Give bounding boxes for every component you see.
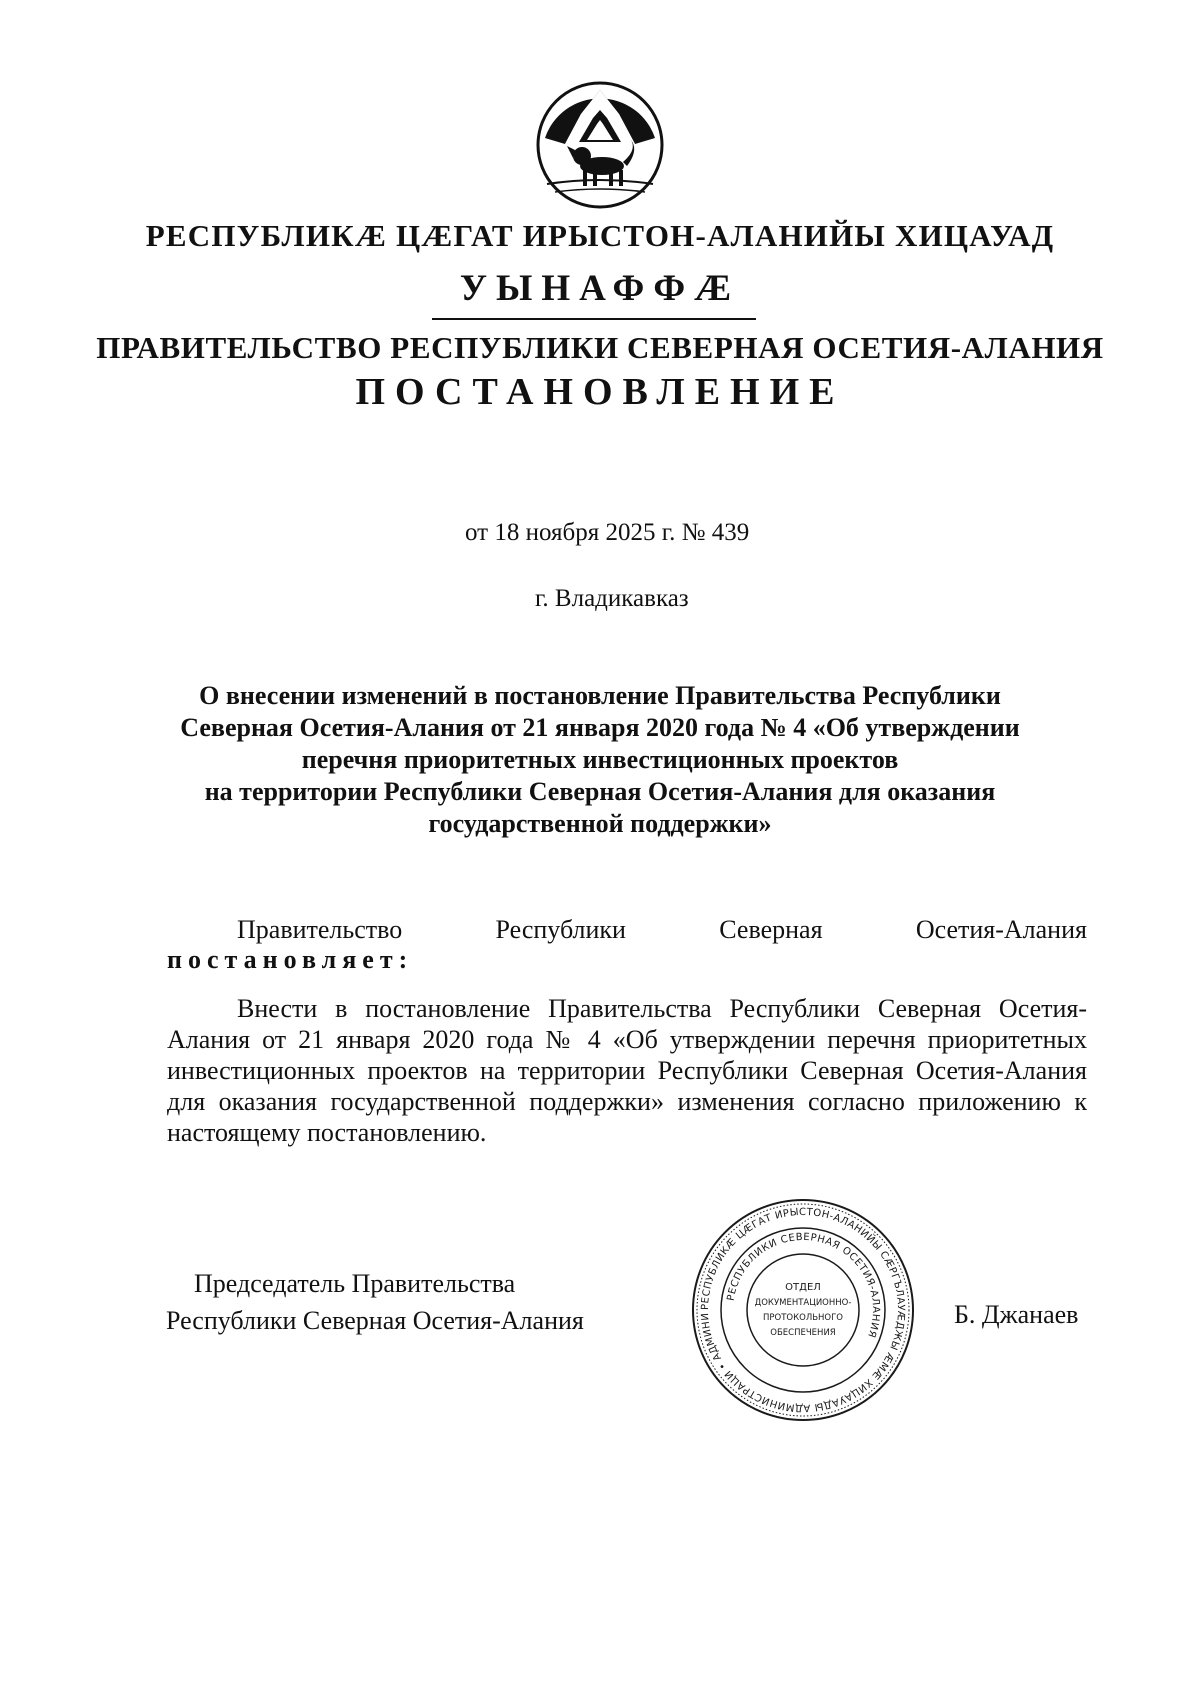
- operative-paragraph: Внести в постановление Правительства Республики Северная Осетия-Алания от 21 января 2020 года № 4 «Об утверждении перечня приоритетных инвестиционных проектов на территории Республики Северная Осетия-Алания для оказания государственной поддержки» изменения согласно приложению к настоящему постановлению.: [167, 994, 1087, 1147]
- preamble-word: Северная: [719, 915, 823, 944]
- title-line: на территории Республики Северная Осетия-Алания для оказания: [204, 777, 996, 806]
- official-stamp: [688, 1195, 918, 1425]
- header-ossetian-decree: УЫНАФФӔ: [459, 268, 741, 309]
- stamp-outer-text: РЕСПУБЛИКӔ ЦӔГАТ ИРЫСТОН-АЛАНИЙЫ СӔРГЪЛАУӔДЖЫ ӔМӔ ХИЦАУАДЫ АДМИНИСТРАЦИ • АДМИНИ: [699, 1206, 907, 1414]
- preamble-paragraph: [167, 915, 1087, 975]
- city: г. Владикавказ: [535, 585, 689, 612]
- date-and-number: от 18 ноября 2025 г. № 439: [465, 519, 750, 546]
- document-title: [0, 680, 1200, 840]
- decides-word: постановляет:: [167, 945, 414, 974]
- coat-of-arms-emblem: [535, 80, 665, 210]
- header-government: ПРАВИТЕЛЬСТВО РЕСПУБЛИКИ СЕВЕРНАЯ ОСЕТИЯ-АЛАНИЯ: [96, 330, 1104, 365]
- stamp-center-line: ДОКУМЕНТАЦИОННО-: [754, 1298, 852, 1308]
- coat-of-arms-icon: [535, 80, 665, 210]
- stamp-center-line: ПРОТОКОЛЬНОГО: [763, 1313, 843, 1323]
- stamp-center-line: ОТДЕЛ: [785, 1282, 821, 1293]
- round-seal-icon: [688, 1195, 918, 1425]
- title-line: О внесении изменений в постановление Правительства Республики: [199, 681, 1001, 710]
- signatory-position-line: Республики Северная Осетия-Алания: [166, 1306, 584, 1335]
- stamp-middle-text: РЕСПУБЛИКИ СЕВЕРНАЯ ОСЕТИЯ-АЛАНИЯ: [725, 1231, 882, 1340]
- preamble-word: Осетия-Алания: [915, 915, 1087, 944]
- header-ossetian-government: РЕСПУБЛИКӔ ЦӔГАТ ИРЫСТОН-АЛАНИЙЫ ХИЦАУАД: [145, 218, 1055, 253]
- preamble-word: Правительство: [237, 915, 403, 944]
- title-line: Северная Осетия-Алания от 21 января 2020 года № 4 «Об утверждении: [180, 713, 1020, 742]
- stamp-center-line: ОБЕСПЕЧЕНИЯ: [770, 1328, 836, 1338]
- title-line: государственной поддержки»: [428, 809, 772, 838]
- signatory-position: [166, 1265, 584, 1339]
- signatory-name: Б. Джанаев: [954, 1300, 1079, 1329]
- header-decree: ПОСТАНОВЛЕНИЕ: [355, 371, 845, 413]
- preamble-first-line: [167, 915, 1087, 945]
- header-divider: [432, 318, 756, 320]
- title-line: перечня приоритетных инвестиционных проектов: [301, 745, 899, 774]
- signatory-position-line: Председатель Правительства: [194, 1269, 516, 1298]
- preamble-word: Республики: [495, 915, 626, 944]
